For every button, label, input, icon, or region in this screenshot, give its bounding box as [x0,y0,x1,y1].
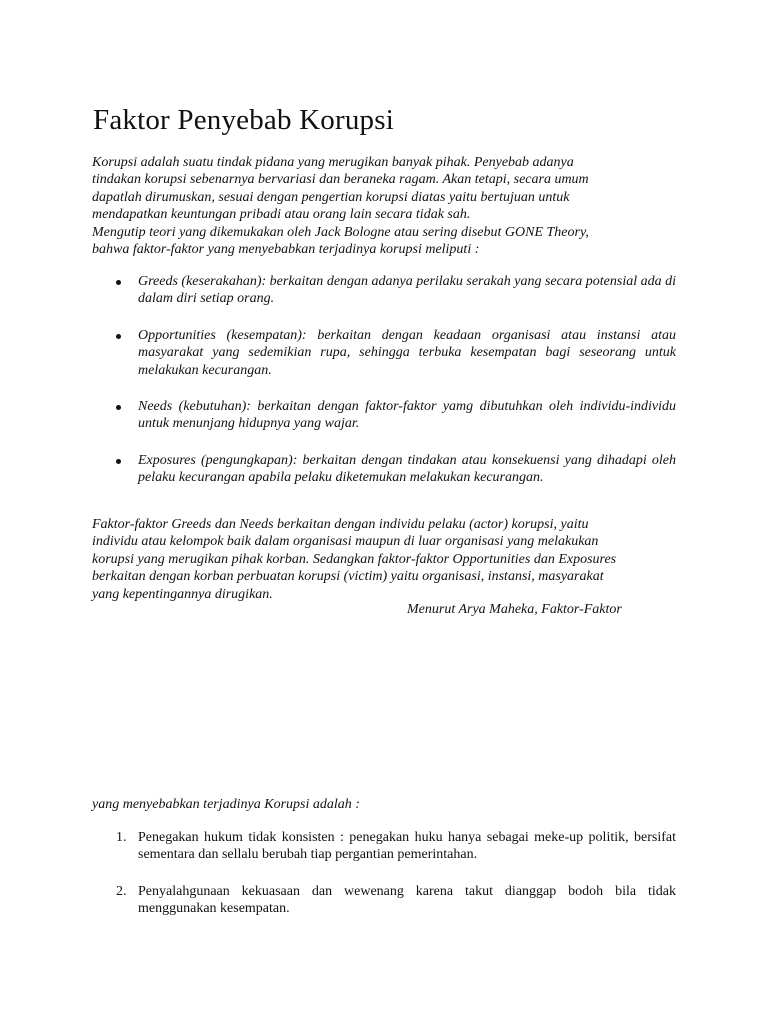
list-item-needs [92,398,676,433]
list-item-text: Needs (kebutuhan): berkaitan dengan faktor-faktor yamg dibutuhkan oleh individu-individu untuk menunjang hidupnya yang wajar. [138,399,676,432]
bullet-icon [116,280,121,285]
numbered-item [92,883,676,918]
intro-line: mendapatkan keuntungan pribadi atau orang lain secara tidak sah. [92,207,471,223]
summary-line: korupsi yang merugikan pihak korban. Sedangkan faktor-faktor Opportunities dan Exposures [92,551,617,567]
list-item-exposures [92,452,676,487]
intro-paragraph [92,154,676,258]
bullet-icon [116,459,121,464]
list-item-text: Exposures (pengungkapan): berkaitan dengan tindakan atau konsekuensi yang dihadapi oleh pelaku kecurangan apabila pelaku diketemukan melakukan kecurangan. [138,452,676,486]
numbered-item [92,829,676,864]
summary-line: berkaitan dengan korban perbuatan korupsi (victim) yaitu organisasi, instansi, masyarakat [92,569,604,585]
summary-line: Faktor-faktor Greeds dan Needs berkaitan dengan individu pelaku (actor) korupsi, yaitu [92,517,589,532]
bullet-icon [116,405,121,410]
list-item-greeds [92,273,676,308]
summary-line: yang kepentingannya dirugikan. [92,586,273,602]
numbered-item-text: Penyalahgunaan kekuasaan dan wewenang karena takut dianggap bodoh bila tidak menggunakan kesempatan. [138,883,676,917]
bullet-icon [116,334,121,339]
summary-paragraph [92,516,676,603]
list-item-text: Greeds (keserakahan): berkaitan dengan adanya perilaku serakah yang secara potensial ada di dalam diri setiap orang. [138,274,676,307]
summary-line: individu atau kelompok baik dalam organisasi maupun di luar organisasi yang melakukan [92,534,599,550]
intro-line: tindakan korupsi sebenarnya bervariasi dan beraneka ragam. Akan tetapi, secara umum [92,172,589,188]
document-title: Faktor Penyebab Korupsi [93,104,395,136]
numbered-item-text: Penegakan hukum tidak konsisten : penegakan huku hanya sebagai meke-up politik, bersifat sementara dan sellalu berubah tiap pergantian pemerintahan. [138,830,676,863]
gone-theory-list [92,273,676,506]
list-item-text: Opportunities (kesempatan): berkaitan dengan keadaan organisasi atau instansi atau masyarakat yang sedemikian rupa, sehingga terbuka kesempatan bagi seseorang untuk melakukan kecurangan. [138,327,676,378]
section-intro: yang menyebabkan terjadinya Korupsi adalah : [92,797,360,812]
source-attribution: Menurut Arya Maheka, Faktor-Faktor [407,602,622,617]
item-number: 1. [116,830,127,845]
list-item-opportunities [92,327,676,379]
intro-line: bahwa faktor-faktor yang menyebabkan terjadinya korupsi meliputi : [92,242,480,258]
intro-line: Mengutip teori yang dikemukakan oleh Jack Bologne atau sering disebut GONE Theory, [92,224,589,240]
intro-line: dapatlah dirumuskan, sesuai dengan pengertian korupsi diatas yaitu bertujuan untuk [92,189,570,205]
item-number: 2. [116,883,127,899]
intro-line: Korupsi adalah suatu tindak pidana yang merugikan banyak pihak. Penyebab adanya [92,155,574,170]
cause-list [92,829,676,937]
